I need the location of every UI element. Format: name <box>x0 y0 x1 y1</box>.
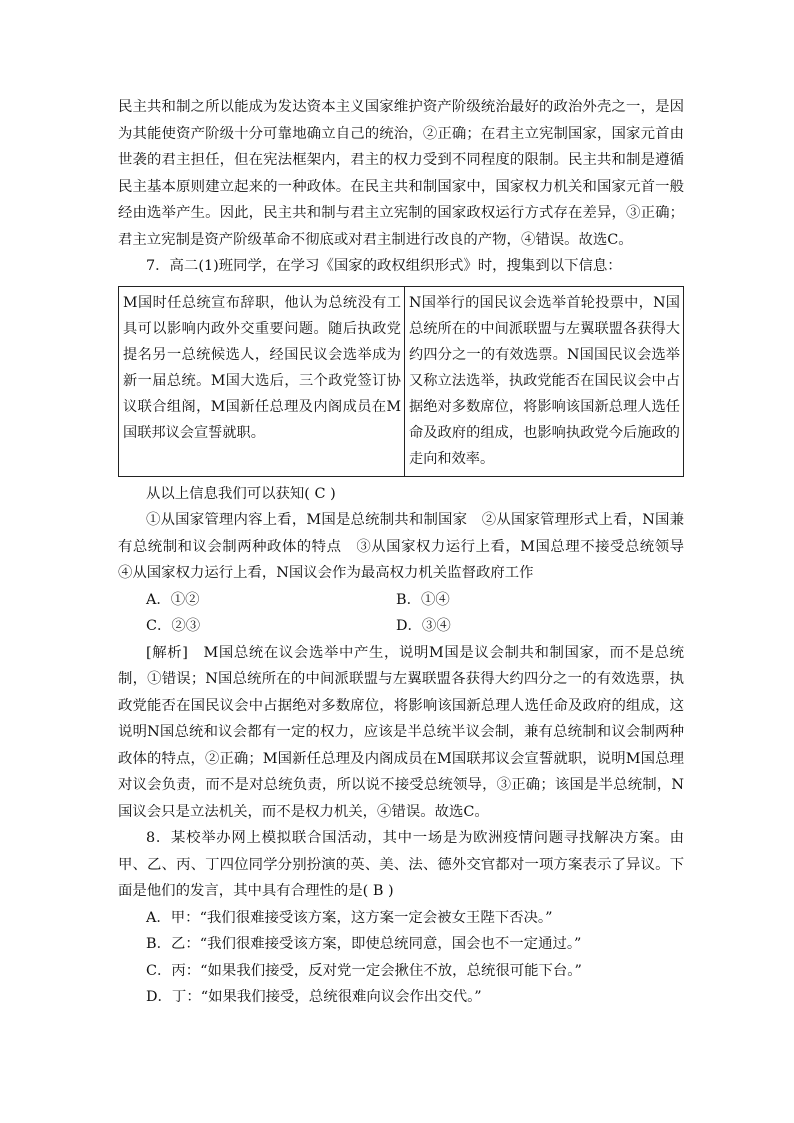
document-page <box>118 94 699 1011</box>
q8-option-c: C．丙：“如果我们接受，反对党一定会揪住不放，总统很可能下台。” <box>146 962 582 979</box>
q8-option-b: B．乙：“我们很难接受该方案，即使总统同意，国会也不一定通过。” <box>146 936 582 952</box>
option-a: A．①② <box>146 591 200 608</box>
info-table-right-cell: N国举行的国民议会选举首轮投票中，N国总统所在的中间派联盟与左翼联盟各获得大约四分之一的有效选票。N国国民议会选举又称立法选举，执政党能否在国民议会中占据绝对多数席位，将影响该国新总理人选任命及政府的组成，也影响执政党今后施政的走向和效率。 <box>405 286 684 476</box>
option-c: C．②③ <box>146 618 201 634</box>
info-table-left-cell: M国时任总统宣布辞职，他认为总统没有工具可以影响内政外交重要问题。随后执政党提名另一总统候选人，经国民议会选举成为新一届总统。M国大选后，三个政党签订协议联合组阁，M国新任总理及内阁成员在M国联邦议会宣誓就职。 <box>119 286 405 476</box>
question-7-stem: 7．高二(1)班同学，在学习《国家的政权组织形式》时，搜集到以下信息： <box>146 258 622 274</box>
option-b: B．①④ <box>396 591 450 608</box>
question-7-options <box>118 587 684 640</box>
question-7-prompt: 从以上信息我们可以获知( C ) <box>146 485 336 502</box>
q8-option-a: A．甲：“我们很难接受该方案，这方案一定会被女王陛下否决。” <box>146 909 553 926</box>
info-table <box>118 286 684 477</box>
option-d: D．③④ <box>396 618 451 634</box>
question-8-stem: 8．某校举办网上模拟联合国活动，其中一场是为欧洲疫情问题寻找解决方案。由甲、乙、丙、丁四位同学分别扮演的英、美、法、德外交官都对一项方案表示了异议。下面是他们的发言，其中具有合理性的是( B ) <box>118 830 684 899</box>
intro-paragraph: 民主共和制之所以能成为发达资本主义国家维护资产阶级统治最好的政治外壳之一，是因为其能使资产阶级十分可靠地确立自己的统治，②正确；在君主立宪制国家，国家元首由世袭的君主担任，但在宪法框架内，君主的权力受到不同程度的限制。民主共和制是遵循民主基本原则建立起来的一种政体。在民主共和制国家中，国家权力机关和国家元首一般经由选举产生。因此，民主共和制与君主立宪制的国家政权运行方式存在差异，③正确；君主立宪制是资产阶级革命不彻底或对君主制进行改良的产物，④错误。故选C。 <box>118 99 684 248</box>
question-7-analysis: [解析] M国总统在议会选举中产生，说明M国是议会制共和制国家，而不是总统制，①错误；N国总统所在的中间派联盟与左翼联盟各获得大约四分之一的有效选票，执政党能否在国民议会中占据绝对多数席位，将影响该国新总理人选任命及政府的组成，这说明N国总统和议会都有一定的权力，应该是半总统半议会制，兼有总统制和议会制两种政体的特点，②正确；M国新任总理及内阁成员在M国联邦议会宣誓就职，说明M国总理对议会负责，而不是对总统负责，所以说不接受总统领导，③正确；该国是半总统制，N国议会只是立法机关，而不是权力机关，④错误。故选C。 <box>118 644 684 820</box>
q8-option-d: D．丁：“如果我们接受，总统很难向议会作出交代。” <box>146 989 482 1005</box>
question-7-statements: ①从国家管理内容上看，M国是总统制共和制国家 ②从国家管理形式上看，N国兼有总统制和议会制两种政体的特点 ③从国家权力运行上看，M国总理不接受总统领导 ④从国家权力运行上看，N国议会作为最高权力机关监督政府工作 <box>118 512 699 581</box>
